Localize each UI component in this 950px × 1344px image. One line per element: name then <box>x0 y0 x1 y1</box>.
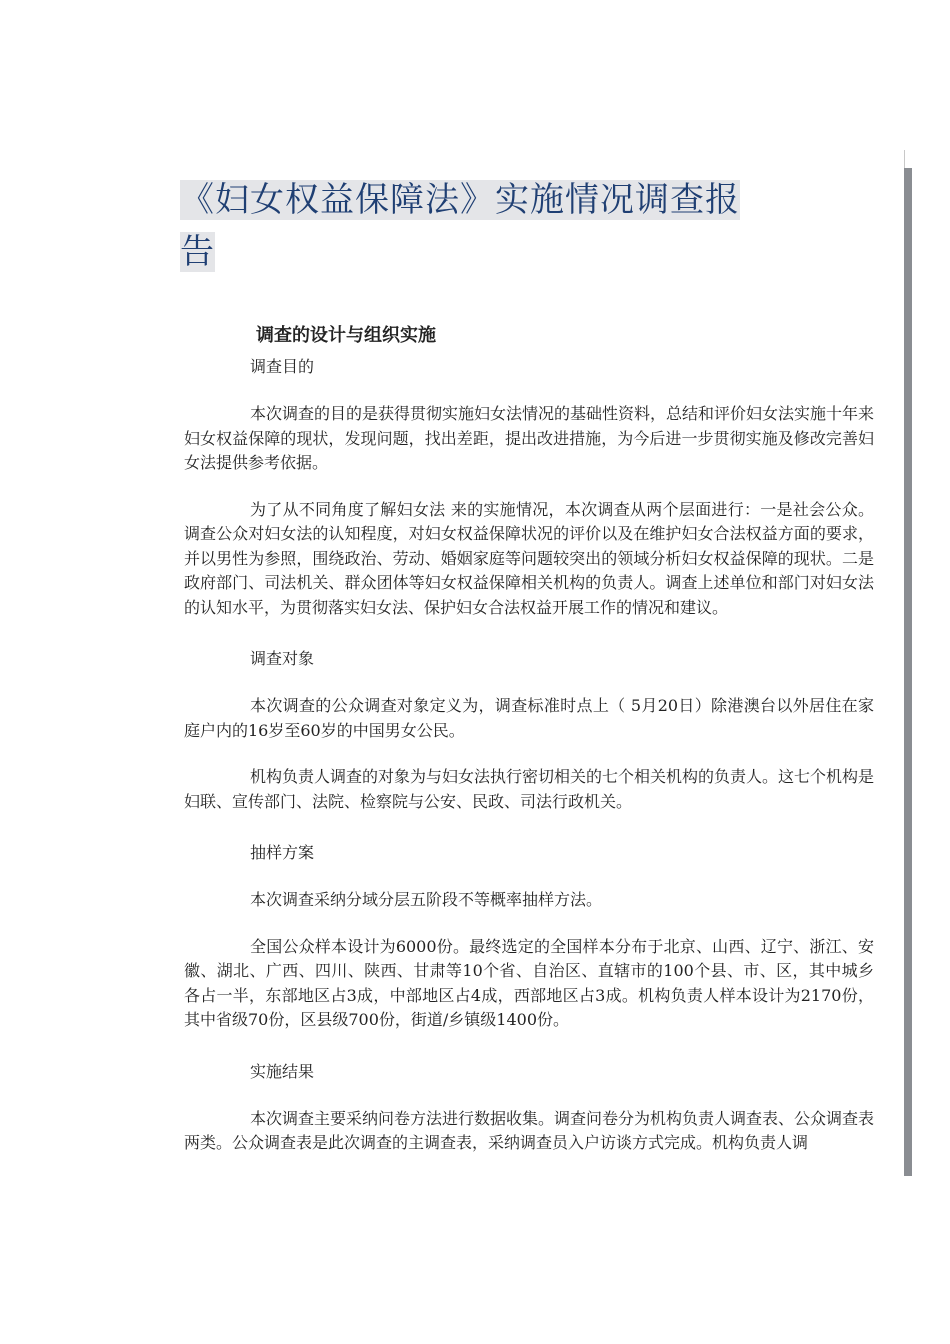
paragraph: 全国公众样本设计为6000份。最终选定的全国样本分布于北京、山西、辽宁、浙江、安徽、湖北、广西、四川、陕西、甘肃等10个省、自治区、直辖市的100个县、市、区，其中城乡各占一半，东部地区占3成，中部地区占4成，西部地区占3成。机构负责人样本设计为2170份，其中省级70份，区县级700份，街道/乡镇级1400份。 <box>184 936 874 1029</box>
title-line-2: 告 <box>180 232 215 272</box>
title-line-1: 《妇女权益保障法》实施情况调查报 <box>180 180 740 220</box>
subsection-heading-results: 实施结果 <box>250 1061 315 1081</box>
document-title <box>180 174 780 278</box>
subsection-heading-subjects: 调查对象 <box>250 649 315 668</box>
paragraph: 本次调查的目的是获得贯彻实施妇女法情况的基础性资料，总结和评价妇女法实施十年来妇女权益保障的现状，发现问题，找出差距，提出改进措施，为今后进一步贯彻实施及修改完善妇女法提供参考依据。 <box>184 404 875 472</box>
subsection-heading-purpose: 调查目的 <box>250 357 315 376</box>
document-body <box>184 322 874 1156</box>
paragraph: 本次调查采纳分域分层五阶段不等概率抽样方法。 <box>250 890 603 909</box>
paragraph: 为了从不同角度了解妇女法 来的实施情况，本次调查从两个层面进行：一是社会公众。调查公众对妇女法的认知程度，对妇女权益保障状况的评价以及在维护妇女合法权益方面的要求，并以男性为参照，围绕政治、劳动、婚姻家庭等问题较突出的领域分析妇女权益保障的现状。二是政府部门、司法机关、群众团体等妇女权益保障相关机构的负责人。调查上述单位和部门对妇女法的认知水平，为贯彻落实妇女法、保护妇女合法权益开展工作的情况和建议。 <box>184 499 874 617</box>
scroll-bar[interactable] <box>904 168 912 1176</box>
paragraph: 机构负责人调查的对象为与妇女法执行密切相关的七个相关机构的负责人。这七个机构是妇联、宣传部门、法院、检察院与公安、民政、司法行政机关。 <box>184 767 875 811</box>
margin-tick <box>904 150 905 168</box>
paragraph: 本次调查的公众调查对象定义为，调查标准时点上（ 5月20日）除港澳台以外居住在家庭户内的16岁至60岁的中国男女公民。 <box>184 696 874 740</box>
paragraph: 本次调查主要采纳问卷方法进行数据收集。调查问卷分为机构负责人调查表、公众调查表两类。公众调查表是此次调查的主调查表，采纳调查员入户访谈方式完成。机构负责人调 <box>184 1108 875 1152</box>
subsection-heading-sampling: 抽样方案 <box>250 843 315 862</box>
section-heading: 调查的设计与组织实施 <box>256 325 436 346</box>
